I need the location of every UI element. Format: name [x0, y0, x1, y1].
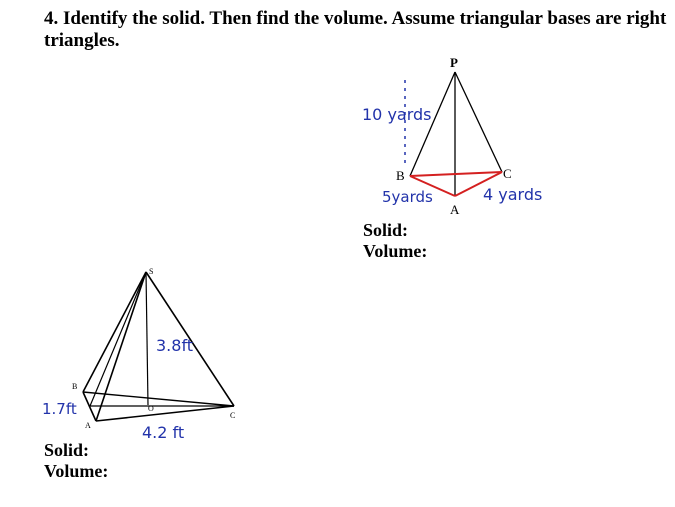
solid-label: Solid:: [44, 440, 90, 460]
vertex-label-b: B: [396, 168, 405, 183]
edge-sa-inner: [90, 272, 146, 406]
answer-block-2: [44, 440, 108, 482]
height-so: [146, 272, 148, 405]
question-number: 4.: [44, 8, 59, 29]
edge-pc: [455, 72, 502, 172]
pyramid-figure-2: [42, 267, 235, 442]
edge-bc: [83, 392, 234, 406]
vertex-label-b: B: [72, 382, 78, 391]
question-text: Identify the solid. Then find the volume. Assume triangular bases are right triangles.: [44, 8, 667, 51]
apex-label-s: S: [149, 267, 154, 276]
volume-label: Volume:: [363, 241, 428, 261]
solid-label: Solid:: [363, 220, 409, 240]
height-label: 3.8ft: [156, 336, 194, 355]
side-ac-label: 4 yards: [483, 185, 543, 204]
edge-sa: [96, 272, 146, 421]
apex-label-p: P: [450, 55, 458, 70]
volume-label: Volume:: [44, 461, 109, 481]
vertex-label-c: C: [503, 166, 512, 181]
side-ac-label: 4.2 ft: [142, 423, 185, 442]
vertex-label-a: A: [85, 421, 91, 430]
answer-block-1: [363, 220, 427, 262]
pyramid-figure-1: [362, 55, 542, 217]
side-ab-label: 5yards: [382, 188, 433, 206]
side-ab-label: 1.7ft: [42, 400, 77, 418]
edge-pb: [410, 72, 455, 176]
vertex-label-a: A: [450, 202, 460, 217]
height-label: 10 yards: [362, 105, 432, 124]
edge-ac: [96, 406, 234, 421]
center-label-o: O: [148, 404, 154, 413]
edge-sb: [83, 272, 146, 392]
vertex-label-c: C: [230, 411, 236, 420]
edge-bc: [410, 172, 502, 176]
